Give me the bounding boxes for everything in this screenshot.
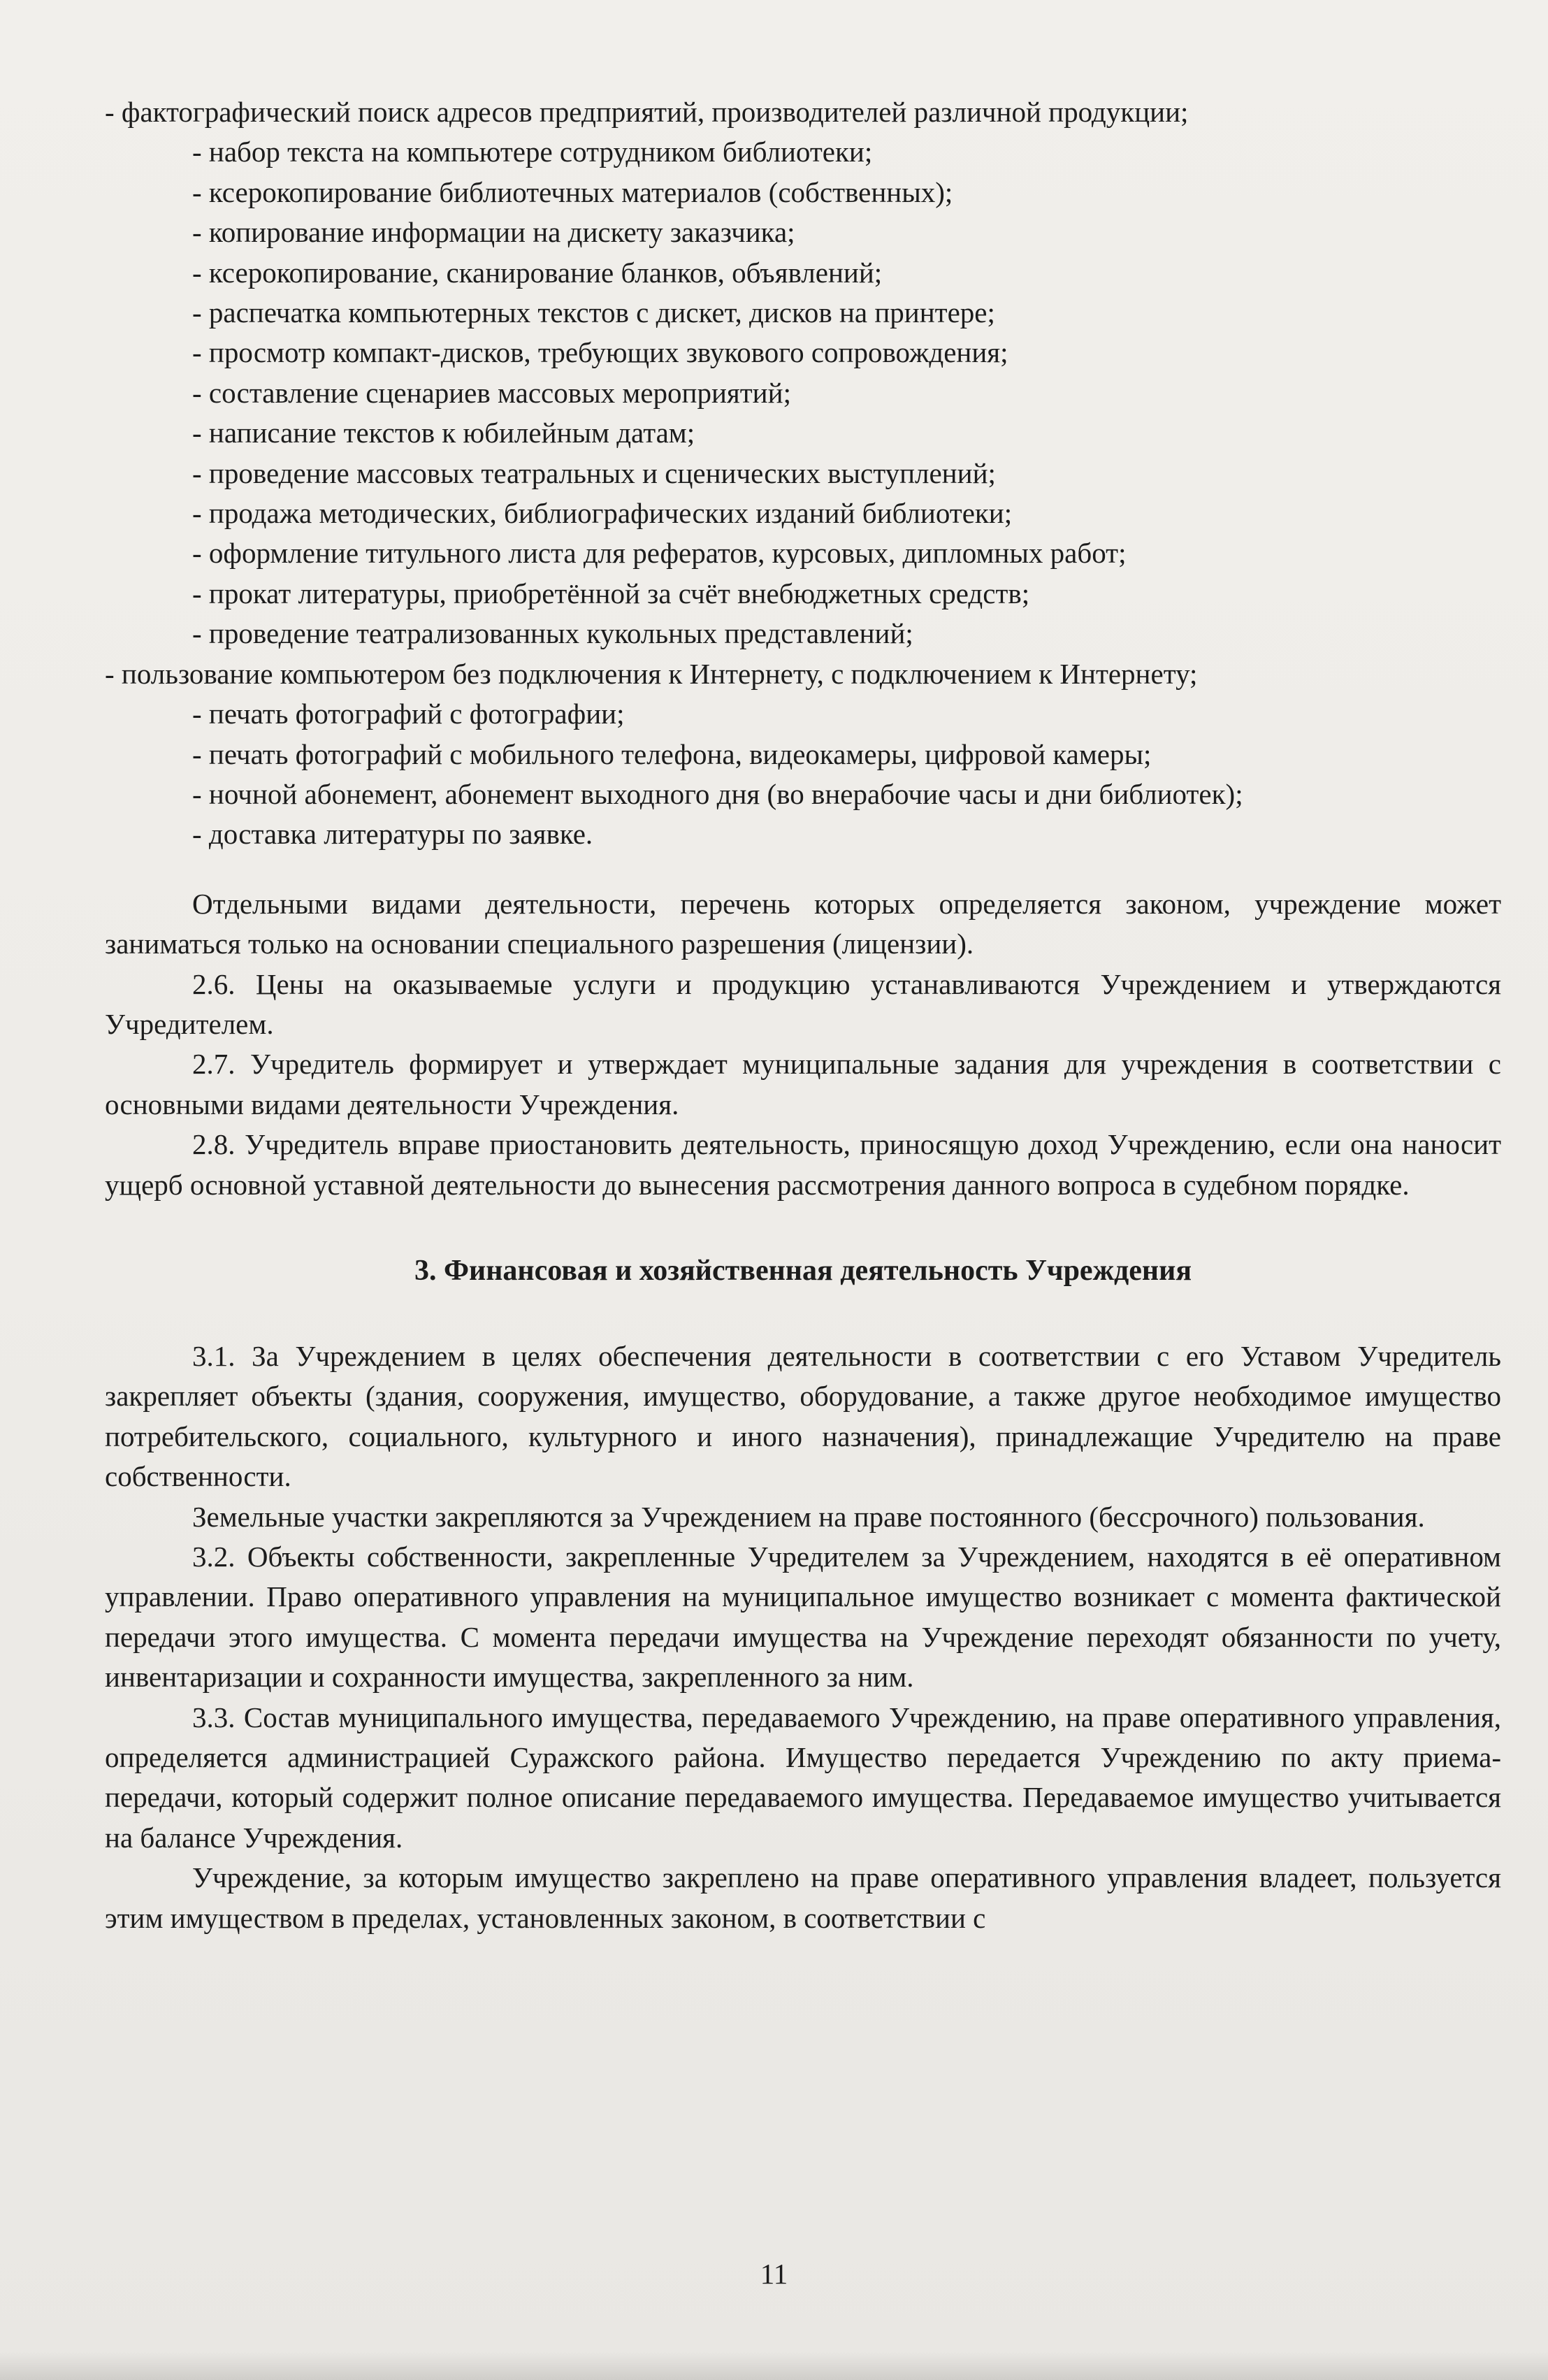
paragraph: Земельные участки закрепляются за Учреждением на праве постоянного (бессрочного) пользования.	[192, 1500, 1425, 1533]
paragraph: 2.8. Учредитель вправе приостановить деятельность, приносящую доход Учреждению, если она наносит ущерб основной уставной деятельности до вынесения рассмотрения данного вопроса в судебном порядке.	[105, 1128, 1501, 1201]
paragraph: 3.2. Объекты собственности, закрепленные Учредителем за Учреждением, находятся в её оперативном управлении. Право оперативного управления на муниципальное имущество возникает с момента фактической передачи этого имущества. С момента передачи имущества на Учреждение переходят обязанности по учету, инвентаризации и сохранности имущества, закрепленного за ним.	[105, 1541, 1501, 1694]
list-item: - проведение массовых театральных и сценических выступлений;	[192, 456, 996, 489]
list-item: - печать фотографий с фотографии;	[192, 698, 625, 730]
scan-shadow	[0, 2352, 1548, 2380]
list-item: - оформление титульного листа для рефератов, курсовых, дипломных работ;	[192, 537, 1127, 570]
paragraph: 3.3. Состав муниципального имущества, передаваемого Учреждению, на праве оперативного управления, определяется администрацией Суражского района. Имущество передается Учреждению по акту приема-передачи, который содержит полное описание передаваемого имущества. Передаваемое имущество учитывается на балансе Учреждения.	[105, 1701, 1501, 1854]
spacer	[105, 1292, 1501, 1336]
list-item: - печать фотографий с мобильного телефона, видеокамеры, цифровой камеры;	[192, 737, 1152, 770]
services-list	[105, 92, 1501, 855]
list-item: - фактографический поиск адресов предприятий, производителей различной продукции;	[105, 96, 1189, 128]
paragraph: Учреждение, за которым имущество закреплено на праве оперативного управления владеет, пользуется этим имуществом в пределах, установленных законом, в соответствии с	[105, 1861, 1501, 1934]
paragraph: 2.7. Учредитель формирует и утверждает муниципальные задания для учреждения в соответствии с основными видами деятельности Учреждения.	[105, 1048, 1501, 1120]
list-item: - проведение театрализованных кукольных представлений;	[192, 617, 913, 650]
list-item: - составление сценариев массовых мероприятий;	[192, 376, 791, 409]
list-item: - ксерокопирование, сканирование бланков, объявлений;	[192, 256, 883, 289]
list-item: - прокат литературы, приобретённой за счёт внебюджетных средств;	[192, 577, 1030, 610]
page-number: 11	[760, 2258, 788, 2290]
list-item: - просмотр компакт-дисков, требующих звукового сопровождения;	[192, 336, 1008, 369]
list-item: - написание текстов к юбилейным датам;	[192, 417, 695, 449]
page-body	[105, 92, 1501, 1938]
paragraph: 2.6. Цены на оказываемые услуги и продукцию устанавливаются Учреждением и утверждаются Учредителем.	[105, 967, 1501, 1040]
paragraph: 3.1. За Учреждением в целях обеспечения деятельности в соответствии с его Уставом Учредитель закрепляет объекты (здания, сооружения, имущество, оборудование, а также другое необходимое имущество потребительского, социального, культурного и иного назначения), принадлежащие Учредителю на праве собственности.	[105, 1339, 1501, 1493]
spacer	[105, 1205, 1501, 1250]
spacer	[105, 855, 1501, 884]
list-item: - продажа методических, библиографических изданий библиотеки;	[192, 497, 1013, 530]
section-heading: 3. Финансовая и хозяйственная деятельность Учреждения	[414, 1254, 1192, 1287]
list-item: - пользование компьютером без подключения к Интернету, с подключением к Интернету;	[105, 657, 1198, 690]
paragraph: Отдельными видами деятельности, перечень которых определяется законом, учреждение может заниматься только на основании специального разрешения (лицензии).	[105, 887, 1501, 960]
list-item: - копирование информации на дискету заказчика;	[192, 216, 795, 249]
list-item: - доставка литературы по заявке.	[192, 818, 593, 851]
list-item: - распечатка компьютерных текстов с дискет, дисков на принтере;	[192, 296, 995, 329]
list-item: - ксерокопирование библиотечных материалов (собственных);	[192, 175, 953, 208]
list-item: - набор текста на компьютере сотрудником библиотеки;	[192, 136, 873, 168]
list-item: - ночной абонемент, абонемент выходного дня (во внерабочие часы и дни библиотек);	[192, 777, 1243, 810]
